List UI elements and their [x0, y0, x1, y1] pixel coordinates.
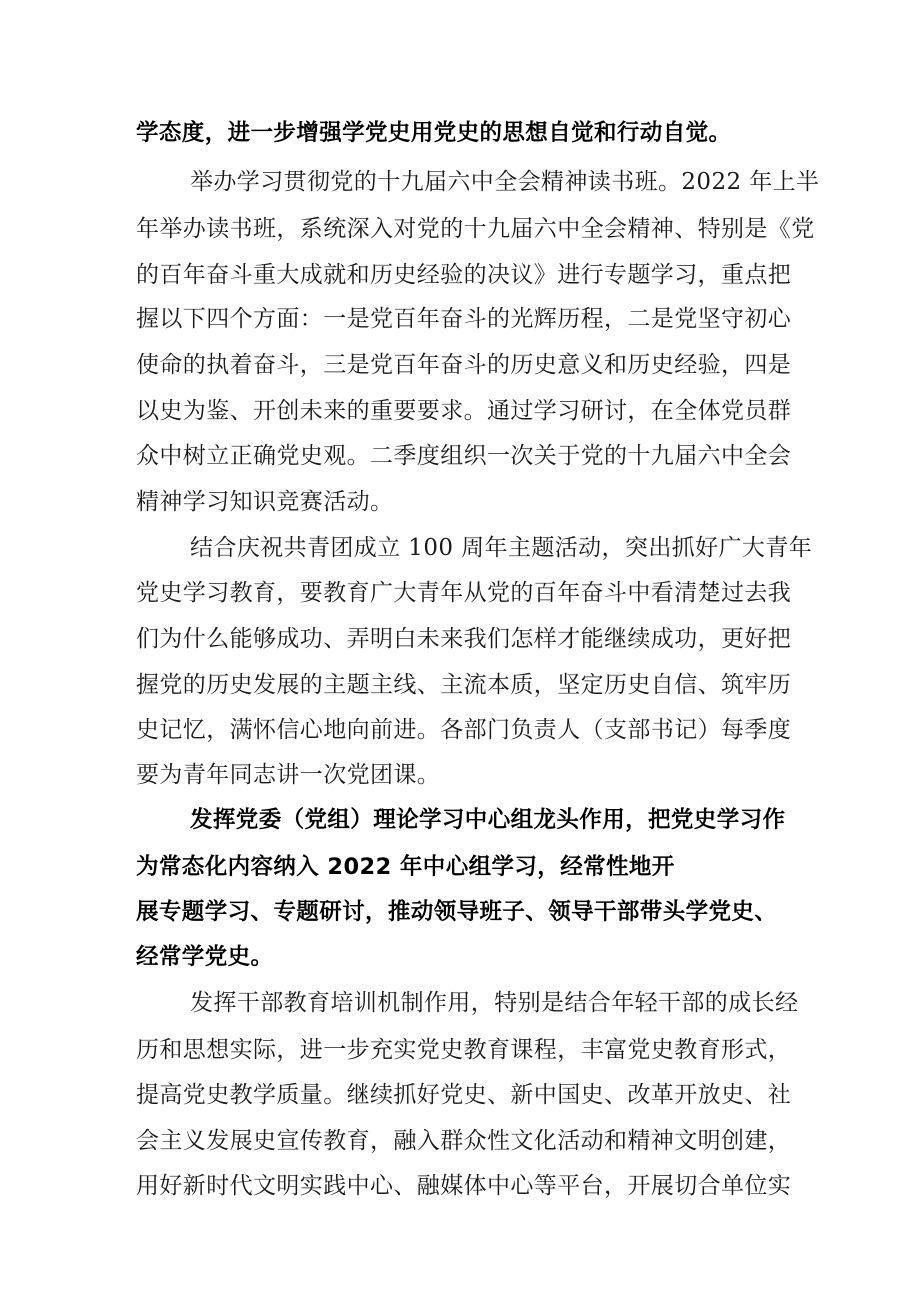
- text-line: 的百年奋斗重大成就和历史经验的决议》进行专题学习，重点把: [136, 262, 792, 288]
- text-line: 精神学习知识竞赛活动。: [136, 489, 394, 515]
- text-line: 结合庆祝共青团成立 100 周年主题活动，突出抓好广大青年: [190, 535, 813, 561]
- text-line: 众中树立正确党史观。二季度组织一次关于党的十九届六中全会: [136, 443, 792, 469]
- text-line: 学态度，进一步增强学党史用党史的思想自觉和行动自觉。: [136, 120, 732, 146]
- text-line: 年举办读书班，系统深入对党的十九届六中全会精神、特别是《党: [136, 216, 815, 242]
- text-line: 党史学习教育，要教育广大青年从党的百年奋斗中看清楚过去我: [136, 580, 792, 606]
- text-line: 要为青年同志讲一次党团课。: [136, 762, 441, 788]
- text-line: 史记忆，满怀信心地向前进。各部门负责人（支部书记）每季度: [136, 717, 792, 743]
- text-line: 为常态化内容纳入 2022 年中心组学习，经常性地开: [136, 854, 675, 880]
- text-line: 经常学党史。: [136, 944, 274, 970]
- text-line: 展专题学习、专题研讨，推动领导班子、领导干部带头学党史、: [136, 899, 778, 925]
- text-line: 会主义发展史宣传教育，融入群众性文化活动和精神文明创建，: [136, 1128, 792, 1154]
- text-line: 用好新时代文明实践中心、融媒体中心等平台，开展切合单位实: [136, 1173, 792, 1199]
- text-line: 握以下四个方面：一是党百年奋斗的光辉历程，二是党坚守初心: [136, 306, 792, 332]
- text-line: 们为什么能够成功、弄明白未来我们怎样才能继续成功，更好把: [136, 626, 792, 652]
- text-line: 以史为鉴、开创未来的重要要求。通过学习研讨，在全体党员群: [136, 398, 792, 424]
- text-line: 举办学习贯彻党的十九届六中全会精神读书班。2022 年上半: [190, 169, 820, 195]
- text-line: 使命的执着奋斗，三是党百年奋斗的历史意义和历史经验，四是: [136, 352, 792, 378]
- text-line: 历和思想实际，进一步充实党史教育课程，丰富党史教育形式，: [136, 1037, 792, 1063]
- text-line: 提高党史教学质量。继续抓好党史、新中国史、改革开放史、社: [136, 1082, 792, 1108]
- text-line: 握党的历史发展的主题主线、主流本质，坚定历史自信、筑牢历: [136, 672, 792, 698]
- text-line: 发挥干部教育培训机制作用，特别是结合年轻干部的成长经: [190, 990, 799, 1016]
- text-line: 发挥党委（党组）理论学习中心组龙头作用，把党史学习作: [190, 807, 786, 833]
